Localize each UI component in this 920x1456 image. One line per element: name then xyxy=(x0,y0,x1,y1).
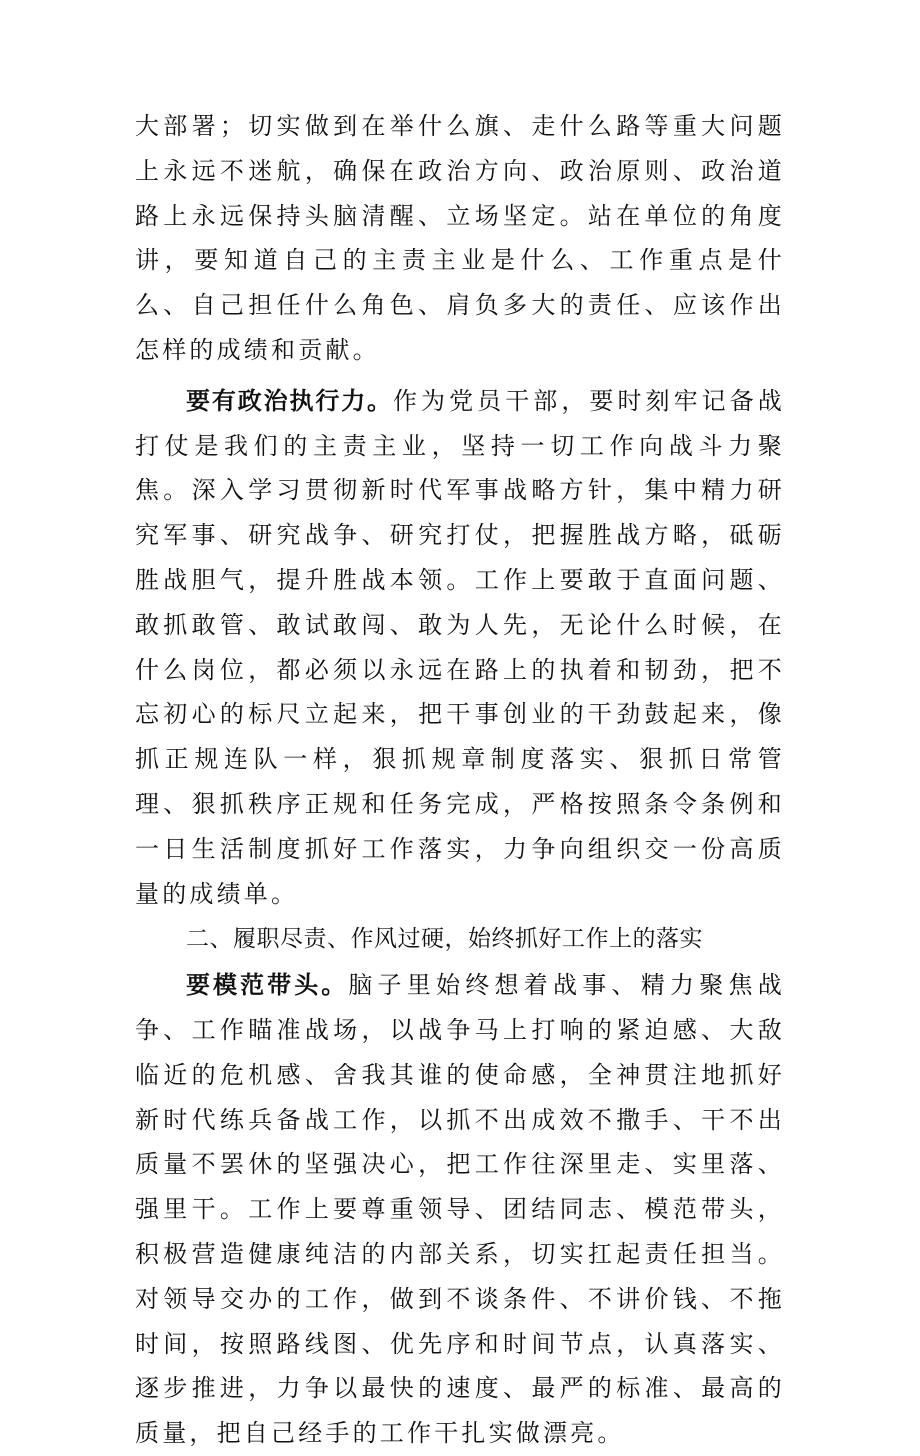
paragraph-2 xyxy=(135,379,785,917)
paragraph-2-body: 作为党员干部，要时刻牢记备战打仗是我们的主责主业，坚持一切工作向战斗力聚焦。深入学习贯彻新时代军事战略方针，集中精力研究军事、研究战争、研究打仗，把握胜战方略，砥砺胜战胆气，提升胜战本领。工作上要敢于直面问题、敢抓敢管、敢试敢闯、敢为人先，无论什么时候，在什么岗位，都必须以永远在路上的执着和韧劲，把不忘初心的标尺立起来，把干事创业的干劲鼓起来，像抓正规连队一样，狠抓规章制度落实、狠抓日常管理、狠抓秩序正规和任务完成，严格按照条令条例和一日生活制度抓好工作落实，力争向组织交一份高质量的成绩单。 xyxy=(135,386,785,908)
paragraph-3-lead: 要模范带头。 xyxy=(186,971,349,1000)
paragraph-3-body: 脑子里始终想着战事、精力聚焦战争、工作瞄准战场，以战争马上打响的紧迫感、大敌临近的危机感、舍我其谁的使命感，全神贯注地抓好新时代练兵备战工作，以抓不出成效不撒手、干不出质量不罢休的坚强决心，把工作往深里走、实里落、强里干。工作上要尊重领导、团结同志、模范带头，积极营造健康纯洁的内部关系，切实扛起责任担当。对领导交办的工作，做到不谈条件、不讲价钱、不拖时间，按照路线图、优先序和时间节点，认真落实、逐步推进，力争以最快的速度、最严的标准、最高的质量，把自己经手的工作干扎实做漂亮。 xyxy=(135,971,786,1448)
paragraph-1: 大部署；切实做到在举什么旗、走什么路等重大问题上永远不迷航，确保在政治方向、政治原则、政治道路上永远保持头脑清醒、立场坚定。站在单位的角度讲，要知道自己的主责主业是什么、工作重点是什么、自己担任什么角色、肩负多大的责任、应该作出怎样的成绩和贡献。 xyxy=(135,112,785,364)
section-heading: 二、履职尽责、作风过硬，始终抓好工作上的落实 xyxy=(186,926,703,953)
document-page xyxy=(135,104,785,1456)
paragraph-3 xyxy=(135,963,785,1456)
paragraph-2-lead: 要有政治执行力。 xyxy=(186,386,393,415)
